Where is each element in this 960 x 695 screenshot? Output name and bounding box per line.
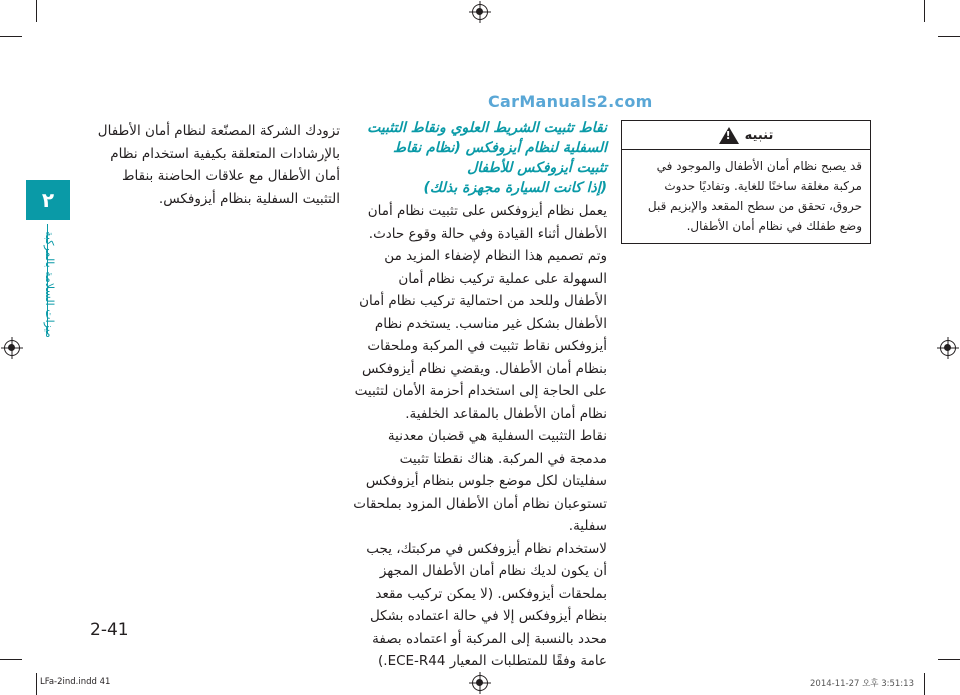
caution-header xyxy=(622,121,870,150)
chapter-title: ميزات السلامة بالمركبة xyxy=(43,231,56,338)
crop-mark xyxy=(938,36,960,37)
body-paragraph: لاستخدام نظام أيزوفكس في مركبتك، يجب أن يكون لديك نظام أمان الأطفال المجهز بملحقات أيزوفكس. (لا يمكن تركيب مقعد بنظام أيزوفكس إلا في حالة اعتماده بشكل محدد بالنسبة إلى المركبة أو اعتماده بصفة عامة وفقًا للمتطلبات المعيار ECE-R44.) xyxy=(366,540,607,669)
heading-line: (إذا كانت السيارة مجهزة بذلك) xyxy=(423,180,607,196)
body-paragraph: تزودك الشركة المصنّعة لنظام أمان الأطفال بالإرشادات المتعلقة بكيفية استخدام نظام أمان الأطفال مع علاقات الحاضنة بنقاط التثبيت السفلية بنظام أيزوفكس. xyxy=(97,123,340,207)
heading-line: السفلية لنظام أيزوفكس (نظام نقاط xyxy=(393,140,607,156)
section-heading xyxy=(352,118,607,198)
caution-box xyxy=(621,120,871,244)
watermark: CarManuals2.com xyxy=(488,92,653,111)
registration-mark-icon xyxy=(940,340,956,356)
warning-triangle-icon xyxy=(719,127,739,144)
caution-text: قد يصبح نظام أمان الأطفال والموجود في مركبة مغلقة ساخنًا للغاية. وتفاديًا حدوث حروق، تحقق من سطح المقعد والإبزيم قبل وضع طفلك في نظام أمان الأطفال. xyxy=(647,159,862,233)
footer-file: LFa-2ind.indd 41 xyxy=(40,677,111,687)
page-number: 2-41 xyxy=(90,620,129,640)
crop-mark xyxy=(36,673,37,695)
footer-date: 2014-11-27 오후 3:51:13 xyxy=(810,679,914,689)
crop-mark xyxy=(36,0,37,22)
crop-mark xyxy=(924,0,925,22)
chapter-tab: ٢ xyxy=(26,180,70,220)
body-paragraph: يعمل نظام أيزوفكس على تثبيت نظام أمان الأطفال أثناء القيادة وفي حالة وقوع حادث. وتم تصميم هذا النظام لإضفاء المزيد من السهولة على عملية تركيب نظام أمان الأطفال وللحد من احتمالية تركيب نظام أمان الأطفال بشكل غير مناسب. يستخدم نظام أيزوفكس نقاط تثبيت في المركبة وملحقات بنظام أمان الأطفال. ويقضي نظام أيزوفكس على الحاجة إلى استخدام أحزمة الأمان لتثبيت نظام أمان الأطفال بالمقاعد الخلفية. xyxy=(354,203,607,422)
crop-mark xyxy=(938,659,960,660)
left-column xyxy=(90,120,340,210)
heading-line: تثبيت أيزوفكس للأطفال xyxy=(467,160,607,176)
registration-mark-icon xyxy=(472,675,488,691)
crop-mark xyxy=(924,673,925,695)
body-paragraph: نقاط التثبيت السفلية هي قضبان معدنية مدمجة في المركبة. هناك نقطتا تثبيت سفليتان لكل موضع جلوس بنظام أيزوفكس تستوعبان نظام أمان الأطفال المزود بملحقات سفلية. xyxy=(353,428,607,534)
caution-title: تنبيه xyxy=(744,127,774,143)
registration-mark-icon xyxy=(4,340,20,356)
crop-mark xyxy=(0,36,22,37)
middle-column xyxy=(352,118,607,673)
crop-mark xyxy=(0,659,22,660)
registration-mark-icon xyxy=(472,4,488,20)
heading-line: نقاط تثبيت الشريط العلوي ونقاط التثبيت xyxy=(367,120,607,136)
